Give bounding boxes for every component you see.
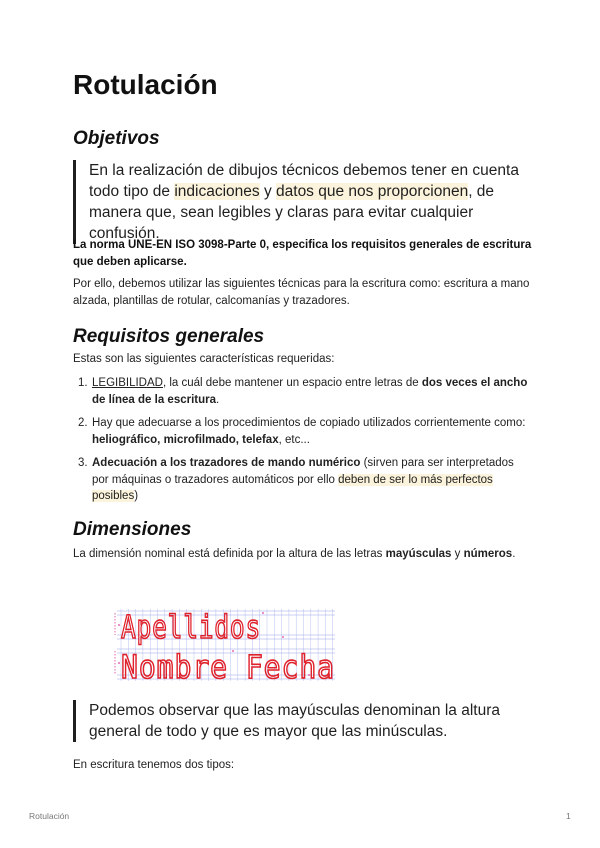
lettering-line1: Apellidos	[121, 608, 261, 646]
requisitos-intro: Estas son las siguientes características requeridas:	[73, 353, 335, 365]
tipos-paragraph: En escritura tenemos dos tipos:	[73, 759, 235, 771]
highlight-perfectos: deben de ser lo más perfectos posibles	[92, 473, 493, 502]
dimension-dot	[118, 624, 120, 626]
heading-dimensiones: Dimensiones	[73, 519, 192, 540]
list-item: 1. LEGIBILIDAD, la cuál debe mantener un espacio entre letras de dos veces el ancho de línea de la escritura.	[78, 377, 528, 406]
dimension-dot	[118, 662, 120, 664]
footer-title: Rotulación	[29, 811, 70, 821]
list-item: 2. Hay que adecuarse a los procedimientos de copiado utilizados corrientemente como: heliográfico, microfilmado, telefax, etc...	[78, 417, 526, 446]
lettering-figure	[113, 605, 339, 687]
quote-objetivos: En la realización de dibujos técnicos debemos tener en cuenta todo tipo de indicaciones y datos que nos proporcionen, de manera que, sean legibles y claras para evitar cualquier confusión.	[73, 160, 539, 244]
lettering-line2: Nombre Fecha	[121, 648, 335, 686]
list-item: 3. Adecuación a los trazadores de mando numérico (sirven para ser interpretados por máquinas o trazadores automáticos por ello deben de ser lo más perfectos posibles)	[78, 457, 514, 502]
highlight-indicaciones: indicaciones	[174, 183, 260, 200]
heading-objetivos: Objetivos	[73, 128, 160, 149]
dimension-dot	[262, 612, 264, 614]
page-number: 1	[566, 811, 571, 821]
page-title: Rotulación	[73, 69, 218, 100]
norma-paragraph: La norma UNE-EN ISO 3098-Parte 0, especifica los requisitos generales de escritura que deben aplicarse.	[73, 239, 532, 268]
highlight-datos: datos que nos proporcionen	[276, 183, 469, 200]
dimension-dot	[282, 636, 284, 638]
legibilidad-term: LEGIBILIDAD	[92, 377, 163, 389]
heading-requisitos: Requisitos generales	[73, 326, 265, 347]
dimensiones-paragraph: La dimensión nominal está definida por la altura de las letras mayúsculas y números.	[73, 548, 516, 560]
quote-mayusculas: Podemos observar que las mayúsculas denominan la altura general de todo y que es mayor que las minúsculas.	[73, 700, 509, 742]
tecnicas-paragraph: Por ello, debemos utilizar las siguientes técnicas para la escritura como: escritura a mano alzada, plantillas de rotular, calcomanías y trazadores.	[73, 278, 530, 307]
